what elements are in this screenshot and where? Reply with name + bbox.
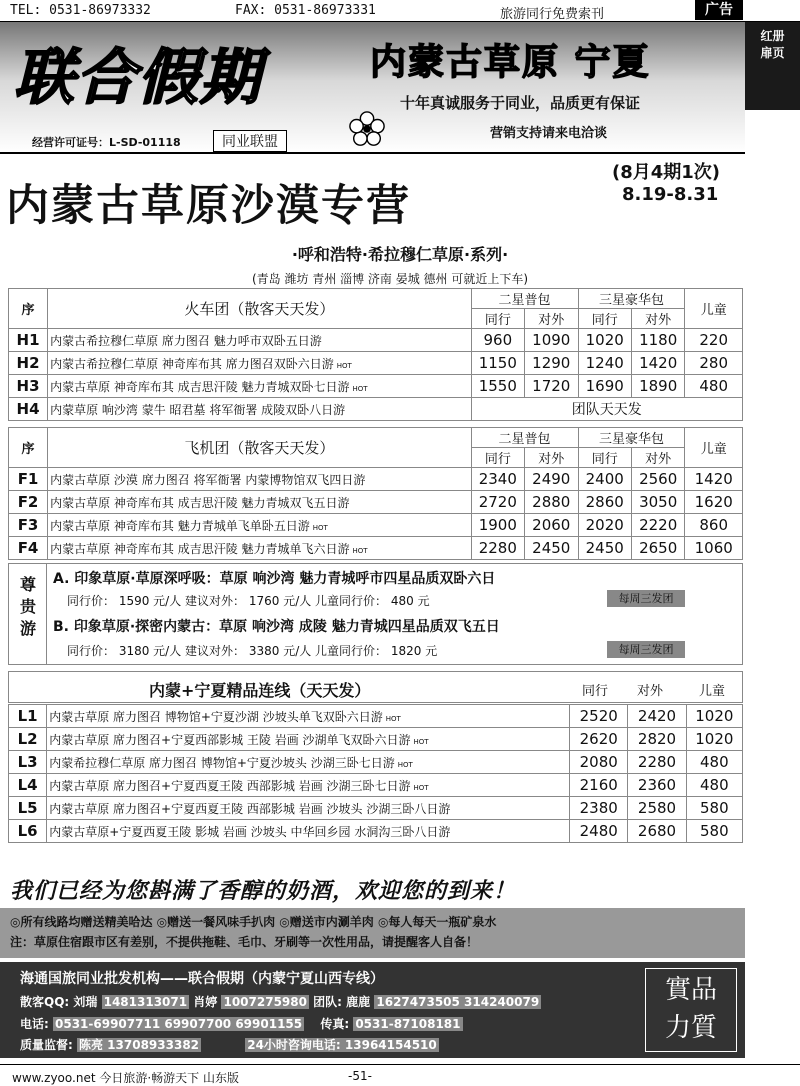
external-header: 对外 xyxy=(525,448,578,468)
route-name: 内蒙希拉穆仁草原 席力图召 博物馆+宁夏沙坡头 沙湖三卧七日游 HOT xyxy=(47,751,570,774)
child-header: 儿童 xyxy=(699,684,726,699)
series-title: ·呼和浩特·希拉穆仁草原·系列· xyxy=(291,245,509,264)
price-p2: 1720 xyxy=(525,375,578,398)
price-p4: 3050 xyxy=(631,491,684,514)
price-p2: 2060 xyxy=(525,514,578,537)
price-p2: 2280 xyxy=(628,751,686,774)
price-child: 480 xyxy=(686,774,742,797)
route-name: 内蒙古草原 神奇库布其 成吉思汗陵 魅力青城双飞五日游 xyxy=(48,491,472,514)
premium-b-prices: 同行价： 3180 元/人 建议对外： 3380 元/人 儿童同行价： 1820 元 xyxy=(67,644,438,658)
table-row xyxy=(9,514,743,537)
premium-b-title: B. 印象草原·探密内蒙古：草原 响沙湾 成陵 魅力青城四星品质双飞五日 xyxy=(53,619,500,635)
price-child: 580 xyxy=(686,797,742,820)
two-star-header: 二星普包 xyxy=(471,428,578,448)
lodging-note: 注：草原住宿跟市区有差别，不提供拖鞋、毛巾、牙刷等一次性用品，请提醒客人自备！ xyxy=(10,935,479,949)
combo-header xyxy=(8,671,743,703)
price-p2: 2490 xyxy=(525,468,578,491)
price-child: 580 xyxy=(686,820,742,843)
price-p1: 2620 xyxy=(570,728,628,751)
team-qq: 1627473505 314240079 xyxy=(376,995,540,1009)
ad-tag: 广告 xyxy=(695,0,743,20)
premium-a-prices: 同行价： 1590 元/人 建议对外： 1760 元/人 儿童同行价： 480 元 xyxy=(67,594,430,608)
train-table xyxy=(8,288,743,421)
premium-a-title: A. 印象草原·草原深呼吸：草原 响沙湾 魅力青城呼市四星品质双卧六日 xyxy=(53,571,496,587)
row-code: H1 xyxy=(9,329,48,352)
flight-title: 飞机团（散客天天发） xyxy=(48,428,472,468)
three-star-header: 三星豪华包 xyxy=(578,428,685,448)
price-p3: 2400 xyxy=(578,468,631,491)
price-p3: 2450 xyxy=(578,537,631,560)
team-daily-note: 团队天天发 xyxy=(471,398,742,421)
brand-logo-text: 联合假期 xyxy=(14,43,262,113)
destination-title: 内蒙古草原 宁夏 xyxy=(370,42,651,83)
pickup-cities: (青岛 潍坊 青州 淄博 济南 晏城 德州 可就近上下车) xyxy=(251,272,529,286)
price-p1: 2340 xyxy=(471,468,524,491)
row-code: L3 xyxy=(9,751,47,774)
notes-box xyxy=(0,908,745,958)
price-p4: 1180 xyxy=(631,329,684,352)
route-name: 内蒙古草原 席力图召+宁夏西夏王陵 西部影城 岩画 沙坡头 沙湖三卧八日游 xyxy=(47,797,570,820)
footer xyxy=(0,1064,800,1086)
table-row xyxy=(9,774,743,797)
hot-badge: HOT xyxy=(385,714,401,723)
train-title: 火车团（散客天天发） xyxy=(48,289,472,329)
free-index-text: 旅游同行免费索刊 xyxy=(500,7,605,22)
row-code: L1 xyxy=(9,705,47,728)
price-p4: 1890 xyxy=(631,375,684,398)
price-p3: 2860 xyxy=(578,491,631,514)
price-p4: 1420 xyxy=(631,352,684,375)
row-code: L4 xyxy=(9,774,47,797)
price-child: 220 xyxy=(685,329,743,352)
external-header: 对外 xyxy=(637,684,664,699)
hot-badge: HOT xyxy=(413,737,429,746)
table-row xyxy=(9,705,743,728)
table-row xyxy=(9,375,743,398)
child-header: 儿童 xyxy=(685,289,743,329)
footer-site: www.zyoo.net 今日旅游·畅游天下 山东版 xyxy=(12,1071,239,1085)
external-header: 对外 xyxy=(631,309,684,329)
gift-note: ◎所有线路均赠送精美哈达 ◎赠送一餐风味手扒肉 ◎赠送市内涮羊肉 ◎每人每天一瓶矿泉水 xyxy=(10,915,497,929)
main-title: 内蒙古草原沙漠专营 xyxy=(6,181,411,231)
supervise-line: 质量监督: 陈亮 13708933382 24小时咨询电话: 13964154510 xyxy=(20,1038,437,1052)
price-p2: 2360 xyxy=(628,774,686,797)
hot-badge: HOT xyxy=(352,546,368,555)
price-child: 280 xyxy=(685,352,743,375)
child-header: 儿童 xyxy=(685,428,743,468)
price-p2: 2580 xyxy=(628,797,686,820)
table-row xyxy=(9,728,743,751)
price-child: 1420 xyxy=(685,468,743,491)
peer-header: 同行 xyxy=(471,448,524,468)
price-p1: 2280 xyxy=(471,537,524,560)
phone-line: 电话: 0531-69907711 69907700 69901155 传真: 0531-87108181 xyxy=(20,1017,461,1031)
route-name: 内蒙古草原+宁夏西夏王陵 影城 岩画 沙坡头 中华回乡园 水洞沟三卧八日游 xyxy=(47,820,570,843)
route-name: 内蒙古草原 席力图召 博物馆+宁夏沙湖 沙坡头单飞双卧六日游 HOT xyxy=(47,705,570,728)
price-p4: 2220 xyxy=(631,514,684,537)
hotline: 24小时咨询电话: 13964154510 xyxy=(247,1038,437,1052)
hot-badge: HOT xyxy=(312,523,328,532)
price-p1: 2720 xyxy=(471,491,524,514)
price-p4: 2560 xyxy=(631,468,684,491)
route-name: 内蒙古草原 席力图召+宁夏西部影城 王陵 岩画 沙湖单飞双卧六日游 HOT xyxy=(47,728,570,751)
price-p1: 1150 xyxy=(471,352,524,375)
side-tab: 红册扉页 xyxy=(745,22,800,110)
row-code: L5 xyxy=(9,797,47,820)
top-bar xyxy=(0,0,800,22)
seq-header: 序 xyxy=(9,428,48,468)
row-code: H2 xyxy=(9,352,48,375)
price-p1: 2080 xyxy=(570,751,628,774)
row-code: H3 xyxy=(9,375,48,398)
tel-text: TEL: 0531-86973332 xyxy=(10,3,151,18)
external-header: 对外 xyxy=(631,448,684,468)
price-p3: 1240 xyxy=(578,352,631,375)
peer-header: 同行 xyxy=(471,309,524,329)
seq-header: 序 xyxy=(9,289,48,329)
external-header: 对外 xyxy=(525,309,578,329)
contact-box xyxy=(0,962,745,1058)
row-code: F3 xyxy=(9,514,48,537)
price-p1: 2520 xyxy=(570,705,628,728)
slogan: 十年真诚服务于同业，品质更有保证 xyxy=(400,94,641,112)
price-child: 860 xyxy=(685,514,743,537)
route-name: 内蒙古草原 神奇库布其 成吉思汗陵 魅力青城双卧七日游 HOT xyxy=(48,375,472,398)
price-p2: 2880 xyxy=(525,491,578,514)
route-name: 内蒙古草原 神奇库布其 成吉思汗陵 魅力青城单飞六日游 HOT xyxy=(48,537,472,560)
two-star-header: 二星普包 xyxy=(471,289,578,309)
fax-text: FAX: 0531-86973331 xyxy=(235,3,376,18)
price-p1: 2380 xyxy=(570,797,628,820)
route-name: 内蒙古草原 沙漠 席力图召 将军衙署 内蒙博物馆双飞四日游 xyxy=(48,468,472,491)
qq-line: 散客QQ: 刘瑞 1481313071 肖婷 1007275980 团队: 鹿鹿 1627473505 314240079 xyxy=(20,995,540,1009)
table-row xyxy=(9,797,743,820)
table-row xyxy=(9,491,743,514)
price-child: 1060 xyxy=(685,537,743,560)
price-child: 1020 xyxy=(686,728,742,751)
table-row xyxy=(9,329,743,352)
premium-b-badge: 每周三发团 xyxy=(607,641,685,658)
price-p2: 2450 xyxy=(525,537,578,560)
row-code: L6 xyxy=(9,820,47,843)
price-p2: 1090 xyxy=(525,329,578,352)
flower-logo-icon xyxy=(348,110,386,148)
price-p1: 2160 xyxy=(570,774,628,797)
table-row xyxy=(9,352,743,375)
page-number: -51- xyxy=(348,1069,372,1083)
hot-badge: HOT xyxy=(397,760,413,769)
price-child: 1020 xyxy=(686,705,742,728)
route-name: 内蒙古希拉穆仁草原 神奇库布其 席力图召双卧六日游 HOT xyxy=(48,352,472,375)
premium-a-badge: 每周三发团 xyxy=(607,590,685,607)
table-row: H4 内蒙草原 响沙湾 蒙牛 昭君墓 将军衙署 成陵双卧八日游 团队天天发 xyxy=(9,398,743,421)
premium-section xyxy=(8,563,743,665)
org-title: 海通国旅同业批发机构——联合假期（内蒙宁夏山西专线） xyxy=(20,971,384,987)
fax: 0531-87108181 xyxy=(355,1017,461,1031)
table-row xyxy=(9,820,743,843)
combo-title: 内蒙+宁夏精品连线（天天发） xyxy=(149,681,371,700)
route-name: 内蒙古希拉穆仁草原 席力图召 魅力呼市双卧五日游 xyxy=(48,329,472,352)
period-text: (8月4期1次) xyxy=(612,162,721,183)
peer-header: 同行 xyxy=(578,448,631,468)
route-name: 内蒙古草原 神奇库布其 魅力青城单飞单卧五日游 HOT xyxy=(48,514,472,537)
phones: 0531-69907711 69907700 69901155 xyxy=(55,1017,303,1031)
row-code: F4 xyxy=(9,537,48,560)
price-p3: 1690 xyxy=(578,375,631,398)
hot-badge: HOT xyxy=(352,384,368,393)
row-code: F2 xyxy=(9,491,48,514)
peer-header: 同行 xyxy=(578,309,631,329)
row-code: L2 xyxy=(9,728,47,751)
qq-2: 1007275980 xyxy=(223,995,307,1009)
price-child: 1620 xyxy=(685,491,743,514)
table-row xyxy=(9,751,743,774)
qq-1: 1481313071 xyxy=(103,995,188,1009)
price-p2: 2680 xyxy=(628,820,686,843)
flight-table xyxy=(8,427,743,560)
price-p2: 1290 xyxy=(525,352,578,375)
peer-header: 同行 xyxy=(582,684,609,699)
price-p1: 1900 xyxy=(471,514,524,537)
union-label: 同业联盟 xyxy=(213,130,287,152)
price-p2: 2420 xyxy=(628,705,686,728)
premium-label: 尊贵游 xyxy=(9,564,47,664)
combo-table xyxy=(8,704,743,843)
price-child: 480 xyxy=(685,375,743,398)
table-row xyxy=(9,537,743,560)
row-code: F1 xyxy=(9,468,48,491)
three-star-header: 三星豪华包 xyxy=(578,289,685,309)
quality-seal: 實品力質 xyxy=(645,968,737,1052)
price-p3: 1020 xyxy=(578,329,631,352)
date-range: 8.19-8.31 xyxy=(622,184,719,205)
route-name: 内蒙古草原 席力图召+宁夏西夏王陵 西部影城 岩画 沙湖三卧七日游 HOT xyxy=(47,774,570,797)
marketing-text: 营销支持请来电洽谈 xyxy=(490,126,608,141)
price-p1: 2480 xyxy=(570,820,628,843)
hot-badge: HOT xyxy=(413,783,429,792)
welcome-banner: 我们已经为您斟满了香醇的奶酒，欢迎您的到来！ xyxy=(10,879,517,904)
price-p3: 2020 xyxy=(578,514,631,537)
price-p1: 1550 xyxy=(471,375,524,398)
supervise-contact: 陈亮 13708933382 xyxy=(79,1038,200,1052)
license-number: 经营许可证号：L-SD-01118 xyxy=(32,136,181,149)
price-p1: 960 xyxy=(471,329,524,352)
price-p4: 2650 xyxy=(631,537,684,560)
price-child: 480 xyxy=(686,751,742,774)
price-p2: 2820 xyxy=(628,728,686,751)
table-row xyxy=(9,468,743,491)
hot-badge: HOT xyxy=(336,361,352,370)
